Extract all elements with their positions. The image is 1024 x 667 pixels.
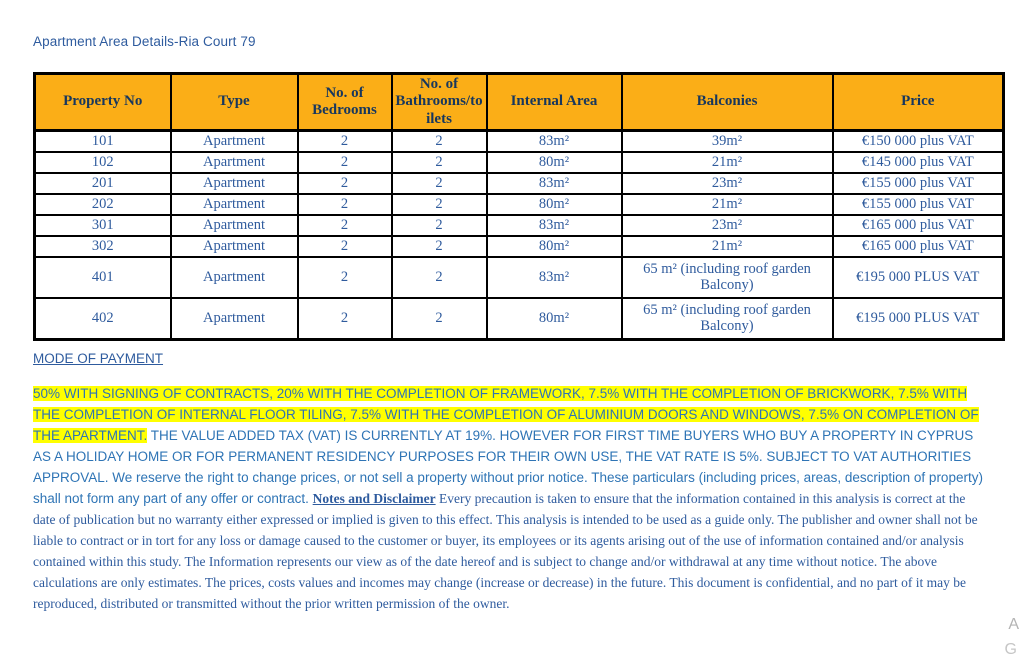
table-cell-bedrooms: 2: [298, 152, 392, 173]
table-cell-type: Apartment: [171, 152, 298, 173]
table-cell-balconies: 65 m² (including roof garden Balcony): [622, 257, 833, 298]
column-header: Internal Area: [487, 74, 622, 131]
column-header: Balconies: [622, 74, 833, 131]
table-cell-property_no: 301: [35, 215, 171, 236]
column-header: No. of Bathrooms/toilets: [392, 74, 487, 131]
watermark-fragment: G: [1004, 641, 1017, 658]
table-cell-price: €155 000 plus VAT: [833, 194, 1004, 215]
column-header: No. of Bedrooms: [298, 74, 392, 131]
table-cell-balconies: 21m²: [622, 194, 833, 215]
table-cell-type: Apartment: [171, 173, 298, 194]
table-cell-bathrooms: 2: [392, 257, 487, 298]
table-cell-bedrooms: 2: [298, 173, 392, 194]
table-cell-price: €150 000 plus VAT: [833, 131, 1004, 153]
table-cell-balconies: 39m²: [622, 131, 833, 153]
table-cell-bedrooms: 2: [298, 194, 392, 215]
table-header-row: [35, 74, 1004, 131]
table-cell-bedrooms: 2: [298, 257, 392, 298]
table-cell-balconies: 23m²: [622, 215, 833, 236]
table-cell-internal_area: 83m²: [487, 131, 622, 153]
table-cell-price: €195 000 PLUS VAT: [833, 257, 1004, 298]
watermark-fragment: A: [1008, 616, 1019, 633]
table-cell-internal_area: 83m²: [487, 215, 622, 236]
table-cell-balconies: 23m²: [622, 173, 833, 194]
table-cell-property_no: 202: [35, 194, 171, 215]
table-cell-bathrooms: 2: [392, 152, 487, 173]
table-cell-internal_area: 80m²: [487, 236, 622, 257]
table-cell-bathrooms: 2: [392, 173, 487, 194]
column-header: Type: [171, 74, 298, 131]
table-cell-property_no: 102: [35, 152, 171, 173]
table-row: [35, 257, 1004, 298]
document-title: Apartment Area Details-Ria Court 79: [33, 34, 256, 49]
table-cell-bedrooms: 2: [298, 131, 392, 153]
table-cell-property_no: 302: [35, 236, 171, 257]
payment-terms-highlighted: 50% WITH SIGNING OF CONTRACTS, 20% WITH THE COMPLETION OF FRAMEWORK, 7.5% WITH THE COMPLETION OF BRICKWORK, 7.5% WITH THE COMPLETION OF INTERNAL FLOOR TILING, 7.5% WITH THE COMPLETION OF ALUMINIUM DOORS AND WINDOWS, 7.5% ON COMPLETION OF THE APARTMENT.: [33, 386, 979, 443]
table-row: [35, 215, 1004, 236]
table-row: [35, 152, 1004, 173]
table-row: [35, 131, 1004, 153]
mode-of-payment-heading: MODE OF PAYMENT: [33, 351, 164, 366]
table-body: [35, 131, 1004, 340]
apartment-area-table: [33, 72, 1005, 341]
table-row: [35, 298, 1004, 340]
table-cell-type: Apartment: [171, 215, 298, 236]
disclaimer-title: Notes and Disclaimer: [312, 491, 436, 506]
table-cell-internal_area: 83m²: [487, 173, 622, 194]
table-cell-property_no: 201: [35, 173, 171, 194]
table-row: [35, 236, 1004, 257]
table-cell-bedrooms: 2: [298, 236, 392, 257]
table-row: [35, 173, 1004, 194]
table-cell-property_no: 101: [35, 131, 171, 153]
table-cell-type: Apartment: [171, 236, 298, 257]
table-cell-type: Apartment: [171, 298, 298, 340]
table-cell-type: Apartment: [171, 131, 298, 153]
table-cell-price: €155 000 plus VAT: [833, 173, 1004, 194]
table-cell-internal_area: 80m²: [487, 194, 622, 215]
table-cell-price: €195 000 PLUS VAT: [833, 298, 1004, 340]
table-row: [35, 194, 1004, 215]
table-cell-property_no: 401: [35, 257, 171, 298]
table-cell-property_no: 402: [35, 298, 171, 340]
column-header: Property No: [35, 74, 171, 131]
table-cell-balconies: 21m²: [622, 152, 833, 173]
table-cell-bathrooms: 2: [392, 194, 487, 215]
column-header: Price: [833, 74, 1004, 131]
table-cell-bathrooms: 2: [392, 215, 487, 236]
table-cell-price: €145 000 plus VAT: [833, 152, 1004, 173]
payment-and-disclaimer-paragraph: [33, 383, 989, 614]
table-cell-bathrooms: 2: [392, 131, 487, 153]
table-cell-price: €165 000 plus VAT: [833, 215, 1004, 236]
table-cell-type: Apartment: [171, 257, 298, 298]
disclaimer-text: Every precaution is taken to ensure that the information contained in this analysis is correct at the date of publication but no warranty either expressed or implied is given to this effect. This analysis is intended to be used as a guide only. The publisher and owner shall not be liable to contract or in tort for any loss or damage caused to the customer or buyer, its employees or its agents arising out of the use of information contained and/or analysis contained within this study. The Information represents our view as of the date hereof and is subject to change and/or withdrawal at any time without notice. The above calculations are only estimates. The prices, costs values and incomes may change (increase or decrease) in the future. This document is confidential, and no part of it may be reproduced, distributed or transmitted without the prior written permission of the owner.: [33, 491, 978, 611]
table-cell-balconies: 65 m² (including roof garden Balcony): [622, 298, 833, 340]
table-cell-bedrooms: 2: [298, 215, 392, 236]
table-cell-bathrooms: 2: [392, 236, 487, 257]
table-cell-balconies: 21m²: [622, 236, 833, 257]
table-cell-internal_area: 83m²: [487, 257, 622, 298]
table-cell-price: €165 000 plus VAT: [833, 236, 1004, 257]
table-cell-internal_area: 80m²: [487, 152, 622, 173]
table-cell-bathrooms: 2: [392, 298, 487, 340]
vat-info-text: THE VALUE ADDED TAX (VAT) IS CURRENTLY AT 19%. HOWEVER FOR FIRST TIME BUYERS WHO BUY A PROPERTY IN CYPRUS AS A HOLIDAY HOME OR FOR PERMANENT RESIDENCY PURPOSES FOR THEIR OWN USE, THE VAT RATE IS 5%. SUBJECT TO VAT AUTHORITIES APPROVAL. We reserve the right to change prices, or not sell a property without prior notice. These particulars (including prices, areas, description of property) shall not form any part of any offer or contract.: [33, 428, 983, 506]
table-cell-bedrooms: 2: [298, 298, 392, 340]
table-cell-type: Apartment: [171, 194, 298, 215]
table-cell-internal_area: 80m²: [487, 298, 622, 340]
